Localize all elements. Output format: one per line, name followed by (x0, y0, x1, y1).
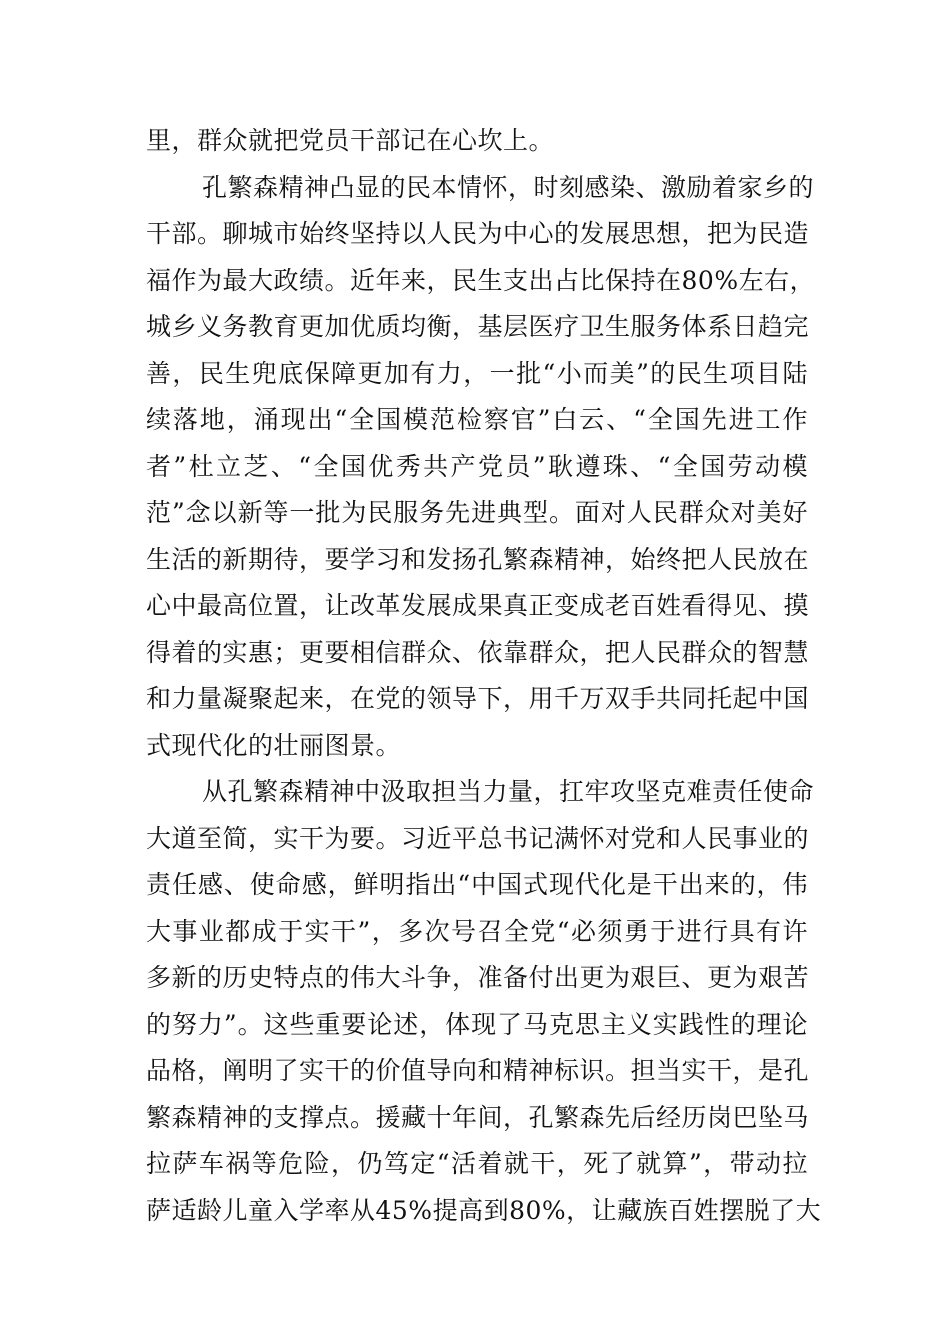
text-line: 从孔繁森精神中汲取担当力量，扛牢攻坚克难责任使命 (202, 777, 815, 806)
text-line: 和力量凝聚起来，在党的领导下，用千万双手共同托起中国 (146, 684, 810, 713)
text-line: 城乡义务教育更加优质均衡，基层医疗卫生服务体系日趋完 (146, 312, 810, 341)
text-line: 续落地，涌现出“全国模范检察官”白云、“全国先进工作 (146, 405, 808, 434)
text-line: 范”念以新等一批为民服务先进典型。面对人民群众对美好 (146, 498, 808, 527)
text-line: 的努力”。这些重要论述，体现了马克思主义实践性的理论 (146, 1009, 808, 1039)
text-line: 福作为最大政绩。近年来，民生支出占比保持在80%左右， (146, 265, 816, 295)
text-line: 式现代化的壮丽图景。 (146, 730, 402, 760)
text-line: 大事业都成于实干”，多次号召全党“必须勇于进行具有许 (146, 916, 808, 946)
text-line: 孔繁森精神凸显的民本情怀，时刻感染、激励着家乡的 (202, 172, 815, 202)
text-line: 萨适龄儿童入学率从45%提高到80%，让藏族百姓摆脱了大 (146, 1195, 822, 1225)
text-line: 多新的历史特点的伟大斗争，准备付出更为艰巨、更为艰苦 (146, 963, 810, 992)
text-line: 里，群众就把党员干部记在心坎上。 (146, 126, 555, 155)
text-line: 繁森精神的支撑点。援藏十年间，孔繁森先后经历岗巴坠马 (146, 1102, 810, 1132)
text-line: 干部。聊城市始终坚持以人民为中心的发展思想，把为民造 (146, 219, 810, 248)
text-line: 者”杜立芝、“全国优秀共产党员”耿遵珠、“全国劳动模 (146, 451, 808, 481)
text-line: 得着的实惠；更要相信群众、依靠群众，把人民群众的智慧 (146, 637, 810, 667)
text-line: 品格，阐明了实干的价值导向和精神标识。担当实干，是孔 (146, 1056, 810, 1085)
text-line: 心中最高位置，让改革发展成果真正变成老百姓看得见、摸 (146, 591, 810, 620)
document-body (146, 118, 822, 1234)
text-line: 责任感、使命感，鲜明指出“中国式现代化是干出来的，伟 (146, 870, 808, 899)
text-line: 善，民生兜底保障更加有力，一批“小而美”的民生项目陆 (146, 358, 808, 388)
text-line: 生活的新期待，要学习和发扬孔繁森精神，始终把人民放在 (146, 544, 810, 574)
text-line: 拉萨车祸等危险，仍笃定“活着就干，死了就算”，带动拉 (146, 1149, 808, 1178)
text-line: 大道至简，实干为要。习近平总书记满怀对党和人民事业的 (146, 823, 810, 853)
